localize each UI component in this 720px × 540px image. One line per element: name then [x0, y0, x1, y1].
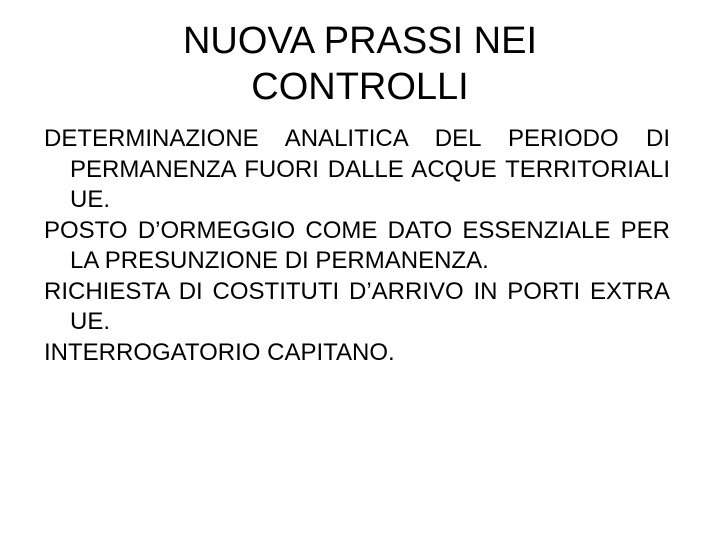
paragraph-richiesta-costituti: RICHIESTA DI COSTITUTI D’ARRIVO IN PORTI EXTRA UE.: [44, 277, 670, 335]
slide-title: [0, 18, 720, 110]
paragraph-posto-ormeggio: POSTO D’ORMEGGIO COME DATO ESSENZIALE PER LA PRESUNZIONE DI PERMANENZA.: [44, 216, 670, 274]
slide-title-line-1: NUOVA PRASSI NEI: [182, 20, 538, 62]
slide-body: [44, 124, 670, 368]
slide-title-line-2: CONTROLLI: [251, 66, 469, 108]
paragraph-determinazione: DETERMINAZIONE ANALITICA DEL PERIODO DI PERMANENZA FUORI DALLE ACQUE TERRITORIALI UE.: [44, 125, 670, 213]
paragraph-interrogatorio: INTERROGATORIO CAPITANO.: [44, 338, 395, 366]
